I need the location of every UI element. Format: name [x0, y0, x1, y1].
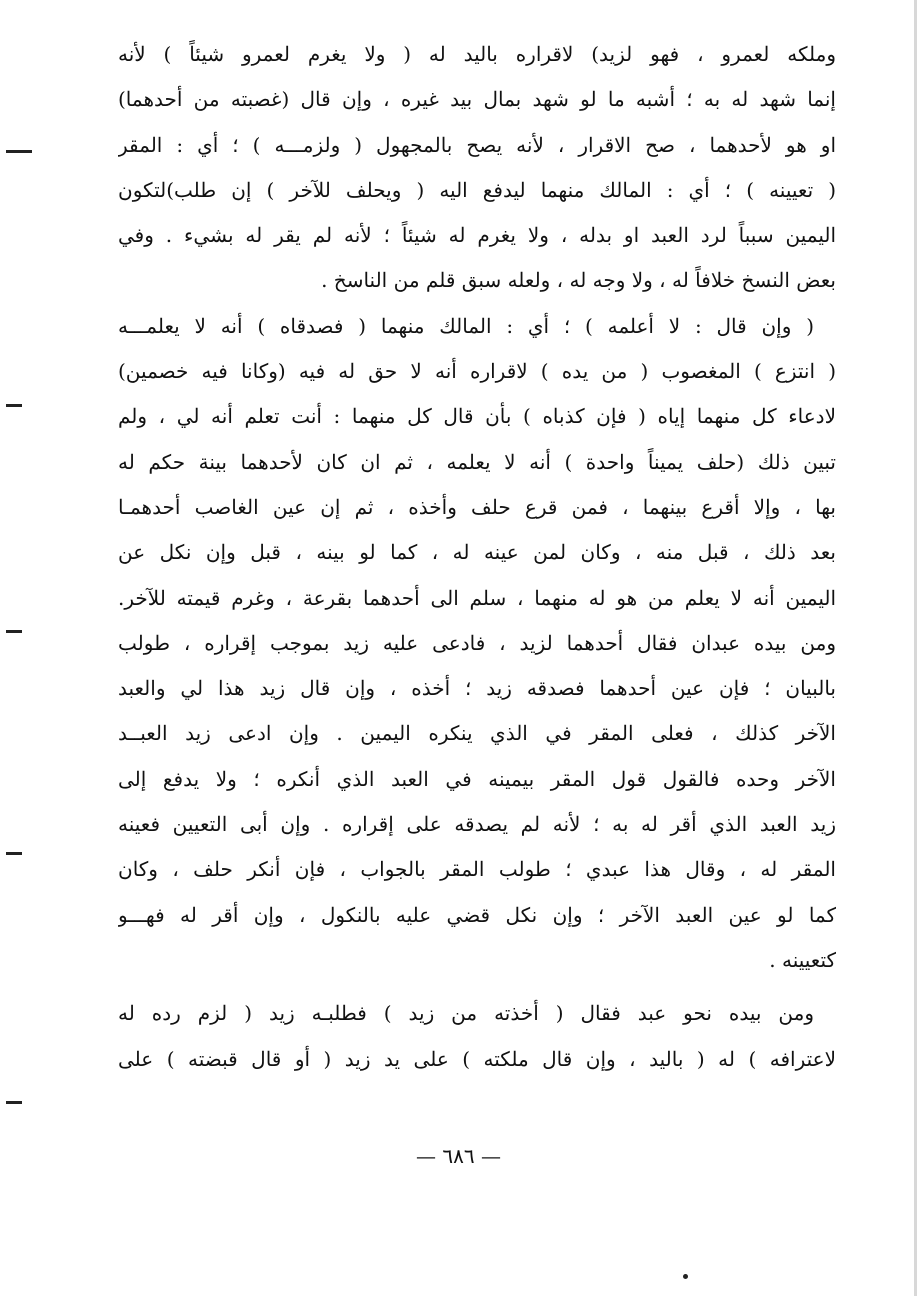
margin-mark	[6, 852, 22, 855]
text-line: ( انتزع ) المغصوب ( من يده ) لاقراره أنه لا حق له فيه (وكانا فيه خصمين)	[118, 359, 836, 384]
text-line: ( وإن قال : لا أعلمه ) ؛ أي : المالك منهما ( فصدقاه ) أنه لا يعلمـــه	[118, 313, 814, 338]
text-line: ( تعيينه ) ؛ أي : المالك منهما ليدفع اليه ( ويحلف للآخر ) إن طلب)لتكون	[118, 177, 836, 202]
text-line: اليمين أنه لا يعلم من هو له منهما ، سلم الى أحدهما بقرعة ، وغرم قيمته للآخر.	[118, 585, 836, 610]
body-text	[118, 32, 836, 1082]
text-line: كتعيينه .	[769, 947, 836, 972]
margin-mark	[6, 630, 22, 633]
text-line: بعد ذلك ، قبل منه ، وكان لمن عينه له ، كما لو بينه ، قبل وإن نكل عن	[118, 540, 836, 565]
margin-mark	[6, 150, 32, 153]
text-line: بعض النسخ خلافاً له ، ولا وجه له ، ولعله سبق قلم من الناسخ .	[321, 268, 836, 293]
text-line: زيد العبد الذي أقر له به ؛ لأنه لم يصدقه على إقراره . وإن أبى التعيين فعينه	[118, 812, 836, 837]
margin-mark	[6, 404, 22, 407]
text-line: المقر له ، وقال هذا عبدي ؛ طولب المقر بالجواب ، فإن أنكر حلف ، وكان	[118, 857, 836, 882]
text-line: كما لو عين العبد الآخر ؛ وإن نكل قضي عليه بالنكول ، وإن أقر له فهـــو	[118, 902, 836, 927]
text-line: إنما شهد له به ؛ أشبه ما لو شهد بمال بيد غيره ، وإن قال (غصبته من أحدهما)	[118, 87, 836, 112]
speck	[683, 1274, 688, 1279]
text-line: اليمين سبباً لرد العبد او بدله ، ولا يغرم له شيئاً ؛ لأنه لم يقر له بشيء . وفي	[118, 223, 836, 248]
page-number: — ٦٨٦ —	[416, 1144, 501, 1168]
text-line: ومن بيده عبدان فقال أحدهما لزيد ، فادعى عليه زيد بموجب إقراره ، طولب	[118, 630, 836, 655]
text-line: لادعاء كل منهما إياه ( فإن كذباه ) بأن قال كل منهما : أنت تعلم أنه لي ، ولم	[118, 404, 836, 429]
text-line: وملكه لعمرو ، فهو لزيد) لاقراره باليد له ( ولا يغرم لعمرو شيئاً ) لأنه	[118, 42, 836, 66]
text-line: الآخر وحده فالقول قول المقر بيمينه في العبد الذي أنكره ؛ ولا يدفع إلى	[118, 766, 836, 791]
text-line: لاعترافه ) له ( باليد ، وإن قال ملكته ) على يد زيد ( أو قال قبضته ) على	[118, 1046, 836, 1071]
text-line: ومن بيده نحو عبد فقال ( أخذته من زيد ) فطلبـه زيد ( لزم رده له	[118, 1001, 815, 1026]
margin-mark	[6, 1101, 22, 1104]
text-line: او هو لأحدهما ، صح الاقرار ، لأنه يصح بالمجهول ( ولزمـــه ) ؛ أي : المقر	[118, 132, 836, 157]
text-line: الآخر كذلك ، فعلى المقر في الذي ينكره اليمين . وإن ادعى زيد العبــد	[118, 721, 836, 746]
text-line: بها ، وإلا أقرع بينهما ، فمن قرع حلف وأخذه ، ثم إن عين الغاصب أحدهمـا	[118, 494, 836, 519]
text-line: بالبيان ؛ فإن عين أحدهما فصدقه زيد ؛ أخذه ، وإن قال زيد هذا لي والعبد	[118, 676, 836, 701]
text-line: تبين ذلك (حلف يميناً واحدة ) أنه لا يعلمه ، ثم ان كان لأحدهما بينة حكم له	[118, 449, 836, 474]
